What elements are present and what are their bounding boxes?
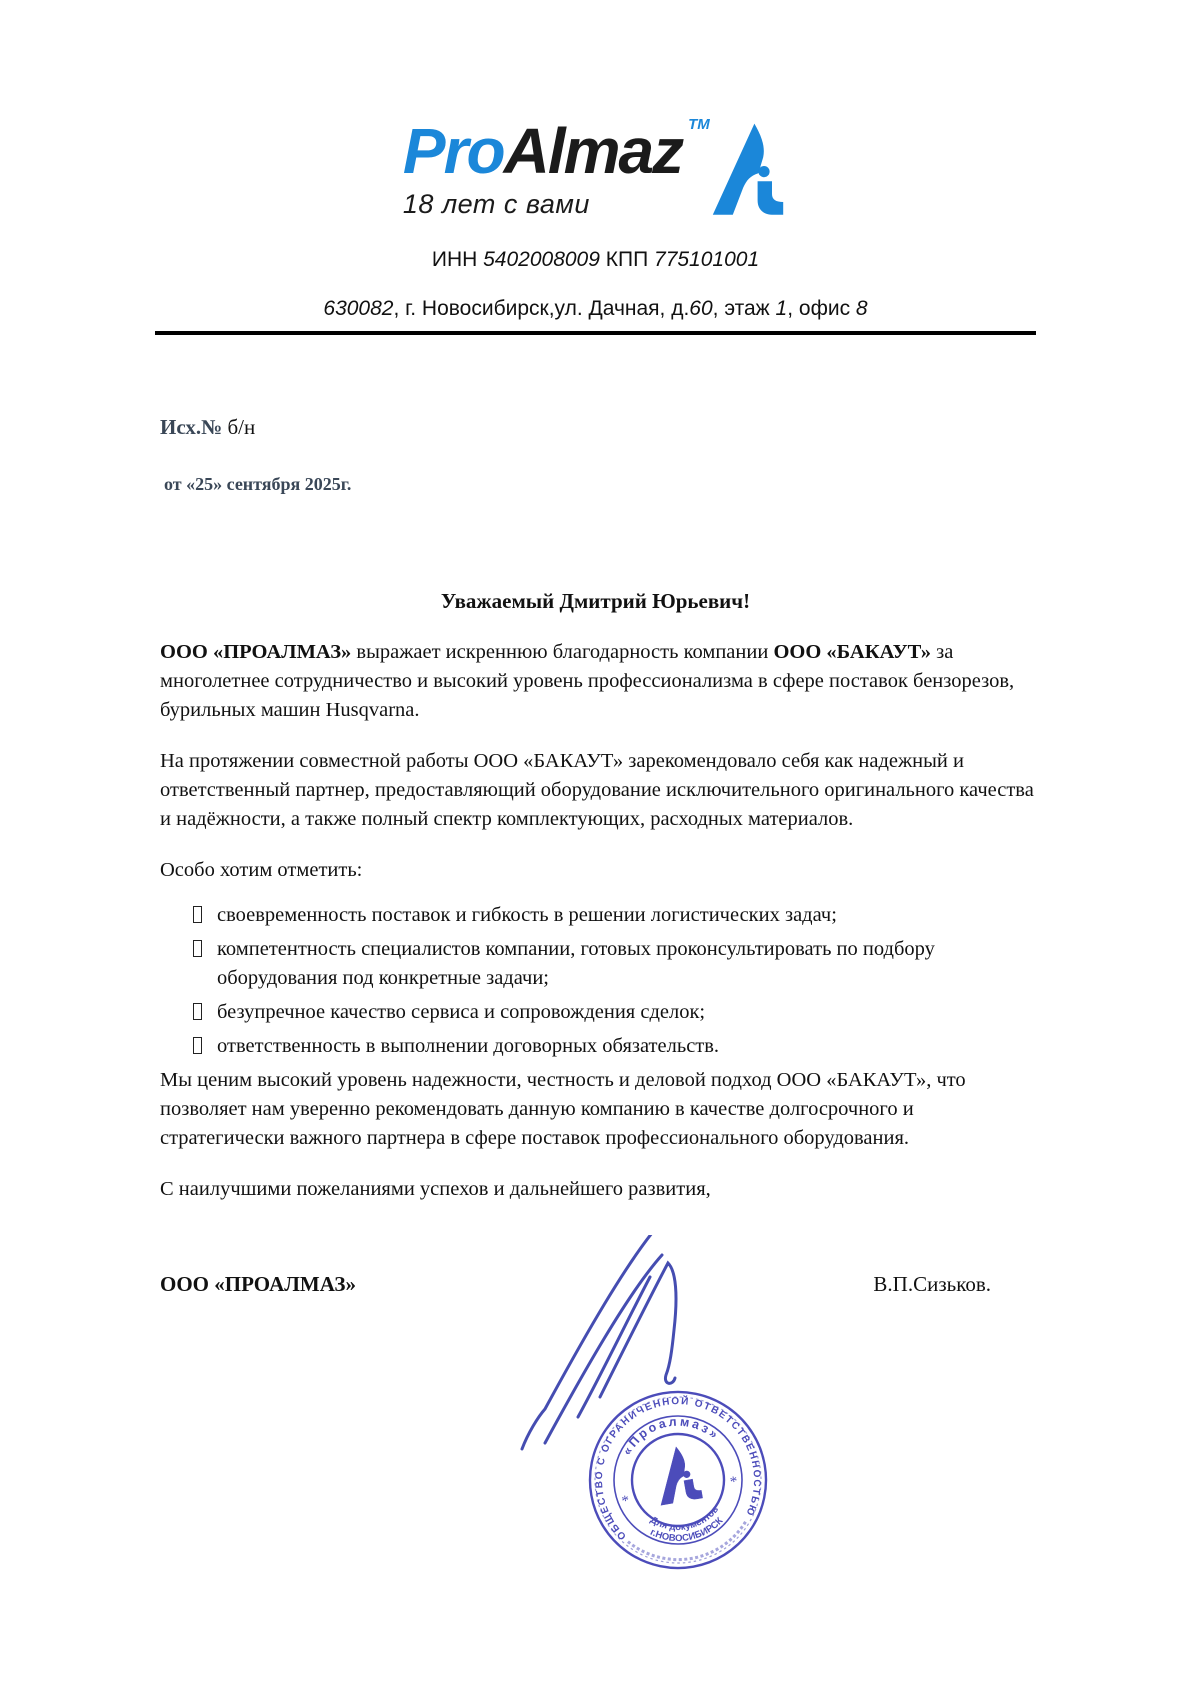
logo: [0, 0, 1191, 220]
address-line: 630082, г. Новосибирск,ул. Дачная, д.60, этаж 1, офис 8: [323, 297, 868, 320]
paragraph-recommend: Мы ценим высокий уровень надежности, честность и деловой подход ООО «БАКАУТ», что позволяет нам уверенно рекомендовать данную компанию в качестве долгосрочного и стратегически важного партнера в сфере поставок профессионального оборудования.: [160, 1069, 966, 1149]
bullet-box-icon: [193, 906, 202, 923]
paragraph-gratitude: ООО «ПРОАЛМАЗ» выражает искреннюю благодарность компании ООО «БАКАУТ» за многолетнее сотрудничество и высокий уровень профессионализма в сфере поставок бензорезов, бурильных машин Husqvarna.: [160, 641, 1015, 721]
outgoing-date: от «25» сентября 2025г.: [164, 474, 352, 494]
trademark-symbol: TM: [688, 116, 710, 133]
closing-company: ООО «ПРОАЛМАЗ»: [160, 1272, 356, 1296]
logo-pro-text: Pro: [402, 115, 504, 187]
logo-tagline: 18 лет с вами: [402, 189, 590, 219]
stamp-star-right: *: [728, 1473, 740, 1491]
outgoing-ref: Исх.№ б/н: [160, 415, 256, 439]
bullet-item: своевременность поставок и гибкость в решении логистических задач;: [193, 901, 1039, 930]
bullet-list: [160, 901, 1039, 1061]
bullet-box-icon: [193, 1003, 202, 1020]
bullet-item: безупречное качество сервиса и сопровождения сделок;: [193, 998, 1039, 1027]
closing-signer: В.П.Сизьков.: [873, 1272, 991, 1296]
bullet-box-icon: [193, 1037, 202, 1054]
stamp-company-text: «Проалмаз»: [619, 1414, 723, 1458]
header-divider: [155, 331, 1036, 335]
proalmaz-logo-icon: [708, 122, 788, 218]
stamp-purpose-text: Для документов: [648, 1504, 721, 1534]
logo-almaz-text: Almaz: [503, 115, 683, 187]
signature-ink: [500, 1235, 740, 1455]
stamp-city-text: г.НОВОСИБИРСК: [648, 1515, 726, 1545]
bullet-box-icon: [193, 940, 202, 957]
paragraph-partner: На протяжении совместной работы ООО «БАКАУТ» зарекомендовало себя как надежный и ответственный партнер, предоставляющий оборудование исключительного оригинального качества и надёжности, а также полный спектр комплектующих, расходных материалов.: [160, 750, 1034, 830]
inn-kpp-line: ИНН 5402008009 КПП 775101001: [431, 248, 760, 271]
letter-body: [160, 638, 1039, 1204]
stamp-outer-text: ОБЩЕСТВО С ОГРАНИЧЕННОЙ ОТВЕТСТВЕННОСТЬЮ: [593, 1395, 763, 1542]
logo-wordmark: [403, 116, 682, 186]
stamp-star-left: *: [620, 1492, 631, 1510]
list-lead: Особо хотим отметить:: [160, 859, 363, 881]
paragraph-wishes: С наилучшими пожеланиями успехов и дальнейшего развития,: [160, 1178, 711, 1200]
bullet-item: компетентность специалистов компании, готовых проконсультировать по подбору оборудования под конкретные задачи;: [193, 935, 1039, 993]
bullet-item: ответственность в выполнении договорных обязательств.: [193, 1032, 1039, 1061]
salutation: Уважаемый Дмитрий Юрьевич!: [440, 589, 751, 613]
